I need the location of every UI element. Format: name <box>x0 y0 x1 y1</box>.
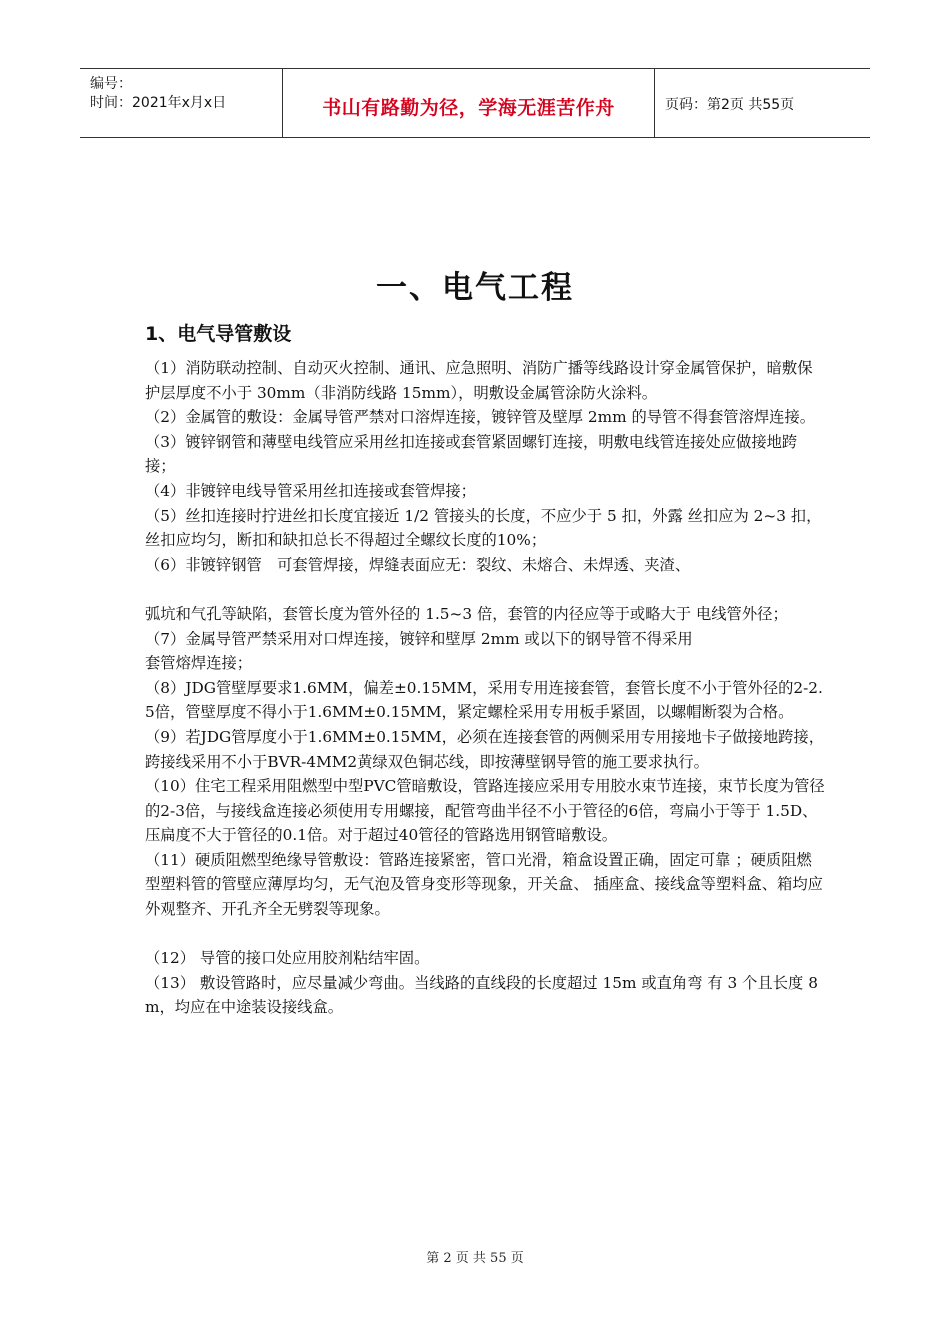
header-meta-cell <box>80 69 283 137</box>
paragraph-8: （8）JDG管壁厚要求1.6MM，偏差±0.15MM，采用专用连接套管，套管长度不小于管外径的2-2.5倍，管壁厚度不得小于1.6MM±0.15MM，紧定螺栓采用专用板手紧固，以螺帽断裂为合格。 <box>145 678 823 722</box>
header-motto: 书山有路勤为径，学海无涯苦作舟 <box>322 97 615 119</box>
page-footer: 第 2 页 共 55 页 <box>426 1251 524 1266</box>
paragraph-12: （12） 导管的接口处应用胶剂粘结牢固。 <box>145 949 430 968</box>
paragraph-10: （10）住宅工程采用阻燃型中型PVC管暗敷设，管路连接应采用专用胶水束节连接，束节长度为管径的2-3倍，与接线盒连接必须使用专用螺接，配管弯曲半径不小于管径的6倍，弯扁小于等于 1.5D、压扁度不大于管径的0.1倍。对于超过40管径的管路选用钢管暗敷设。 <box>145 777 825 845</box>
document-body <box>145 356 825 1020</box>
paragraph-1: （1）消防联动控制、自动灭火控制、通讯、应急照明、消防广播等线路设计穿金属管保护，暗敷保护层厚度不小于 30mm（非消防线路 15mm），明敷设金属管涂防火涂料。 <box>145 359 813 402</box>
paragraph-6: （6）非镀锌钢管 可套管焊接，焊缝表面应无：裂纹、未熔合、未焊透、夹渣、 <box>145 555 691 574</box>
header-page-cell <box>655 69 870 137</box>
document-header <box>80 68 870 138</box>
header-motto-cell <box>283 69 655 137</box>
document-number-label: 编号： <box>90 76 132 92</box>
blank-line <box>145 577 825 602</box>
paragraph-4: （4）非镀锌电线导管采用丝扣连接或套管焊接； <box>145 481 476 500</box>
paragraph-7-continued: 套管熔焊连接； <box>145 654 253 673</box>
document-title: 一、电气工程 <box>376 270 574 306</box>
paragraph-2: （2）金属管的敷设：金属导管严禁对口溶焊连接，镀锌管及壁厚 2mm 的导管不得套管溶焊连接。 <box>145 408 816 427</box>
paragraph-13: （13） 敷设管路时，应尽量减少弯曲。当线路的直线段的长度超过 15m 或直角弯 有 3 个且长度 8m，均应在中途装设接线盒。 <box>145 973 818 1017</box>
paragraph-3: （3）镀锌钢管和薄壁电线管应采用丝扣连接或套管紧固螺钉连接，明敷电线管连接处应做接地跨接； <box>145 432 798 476</box>
paragraph-5: （5）丝扣连接时拧进丝扣长度宜接近 1/2 管接头的长度，不应少于 5 扣，外露 丝扣应为 2~3 扣，丝扣应均匀，断扣和缺扣总长不得超过全螺纹长度的10%； <box>145 506 822 550</box>
header-page-label: 页码：第2页 共55页 <box>665 97 795 113</box>
paragraph-6-continued: 弧坑和气孔等缺陷，套管长度为管外径的 1.5~3 倍，套管的内径应等于或略大于 电线管外径； <box>145 604 788 623</box>
document-time-label: 时间：2021年x月x日 <box>90 95 227 111</box>
paragraph-9: （9）若JDG管厚度小于1.6MM±0.15MM，必须在连接套管的两侧采用专用接地卡子做接地跨接，跨接线采用不小于BVR-4MM2黄绿双色铜芯线，即按薄壁钢导管的施工要求执行。 <box>145 727 825 771</box>
section-title: 1、电气导管敷设 <box>145 323 292 345</box>
blank-line <box>145 922 825 947</box>
paragraph-11: （11）硬质阻燃型绝缘导管敷设：管路连接紧密，管口光滑，箱盒设置正确，固定可靠 ；硬质阻燃型塑料管的管壁应薄厚均匀，无气泡及管身变形等现象，开关盒、 插座盒、接线盒等塑料盒、箱均应外观整齐、开孔齐全无劈裂等现象。 <box>145 850 823 919</box>
paragraph-7: （7）金属导管严禁采用对口焊连接，镀锌和壁厚 2mm 或以下的钢导管不得采用 <box>145 629 693 648</box>
